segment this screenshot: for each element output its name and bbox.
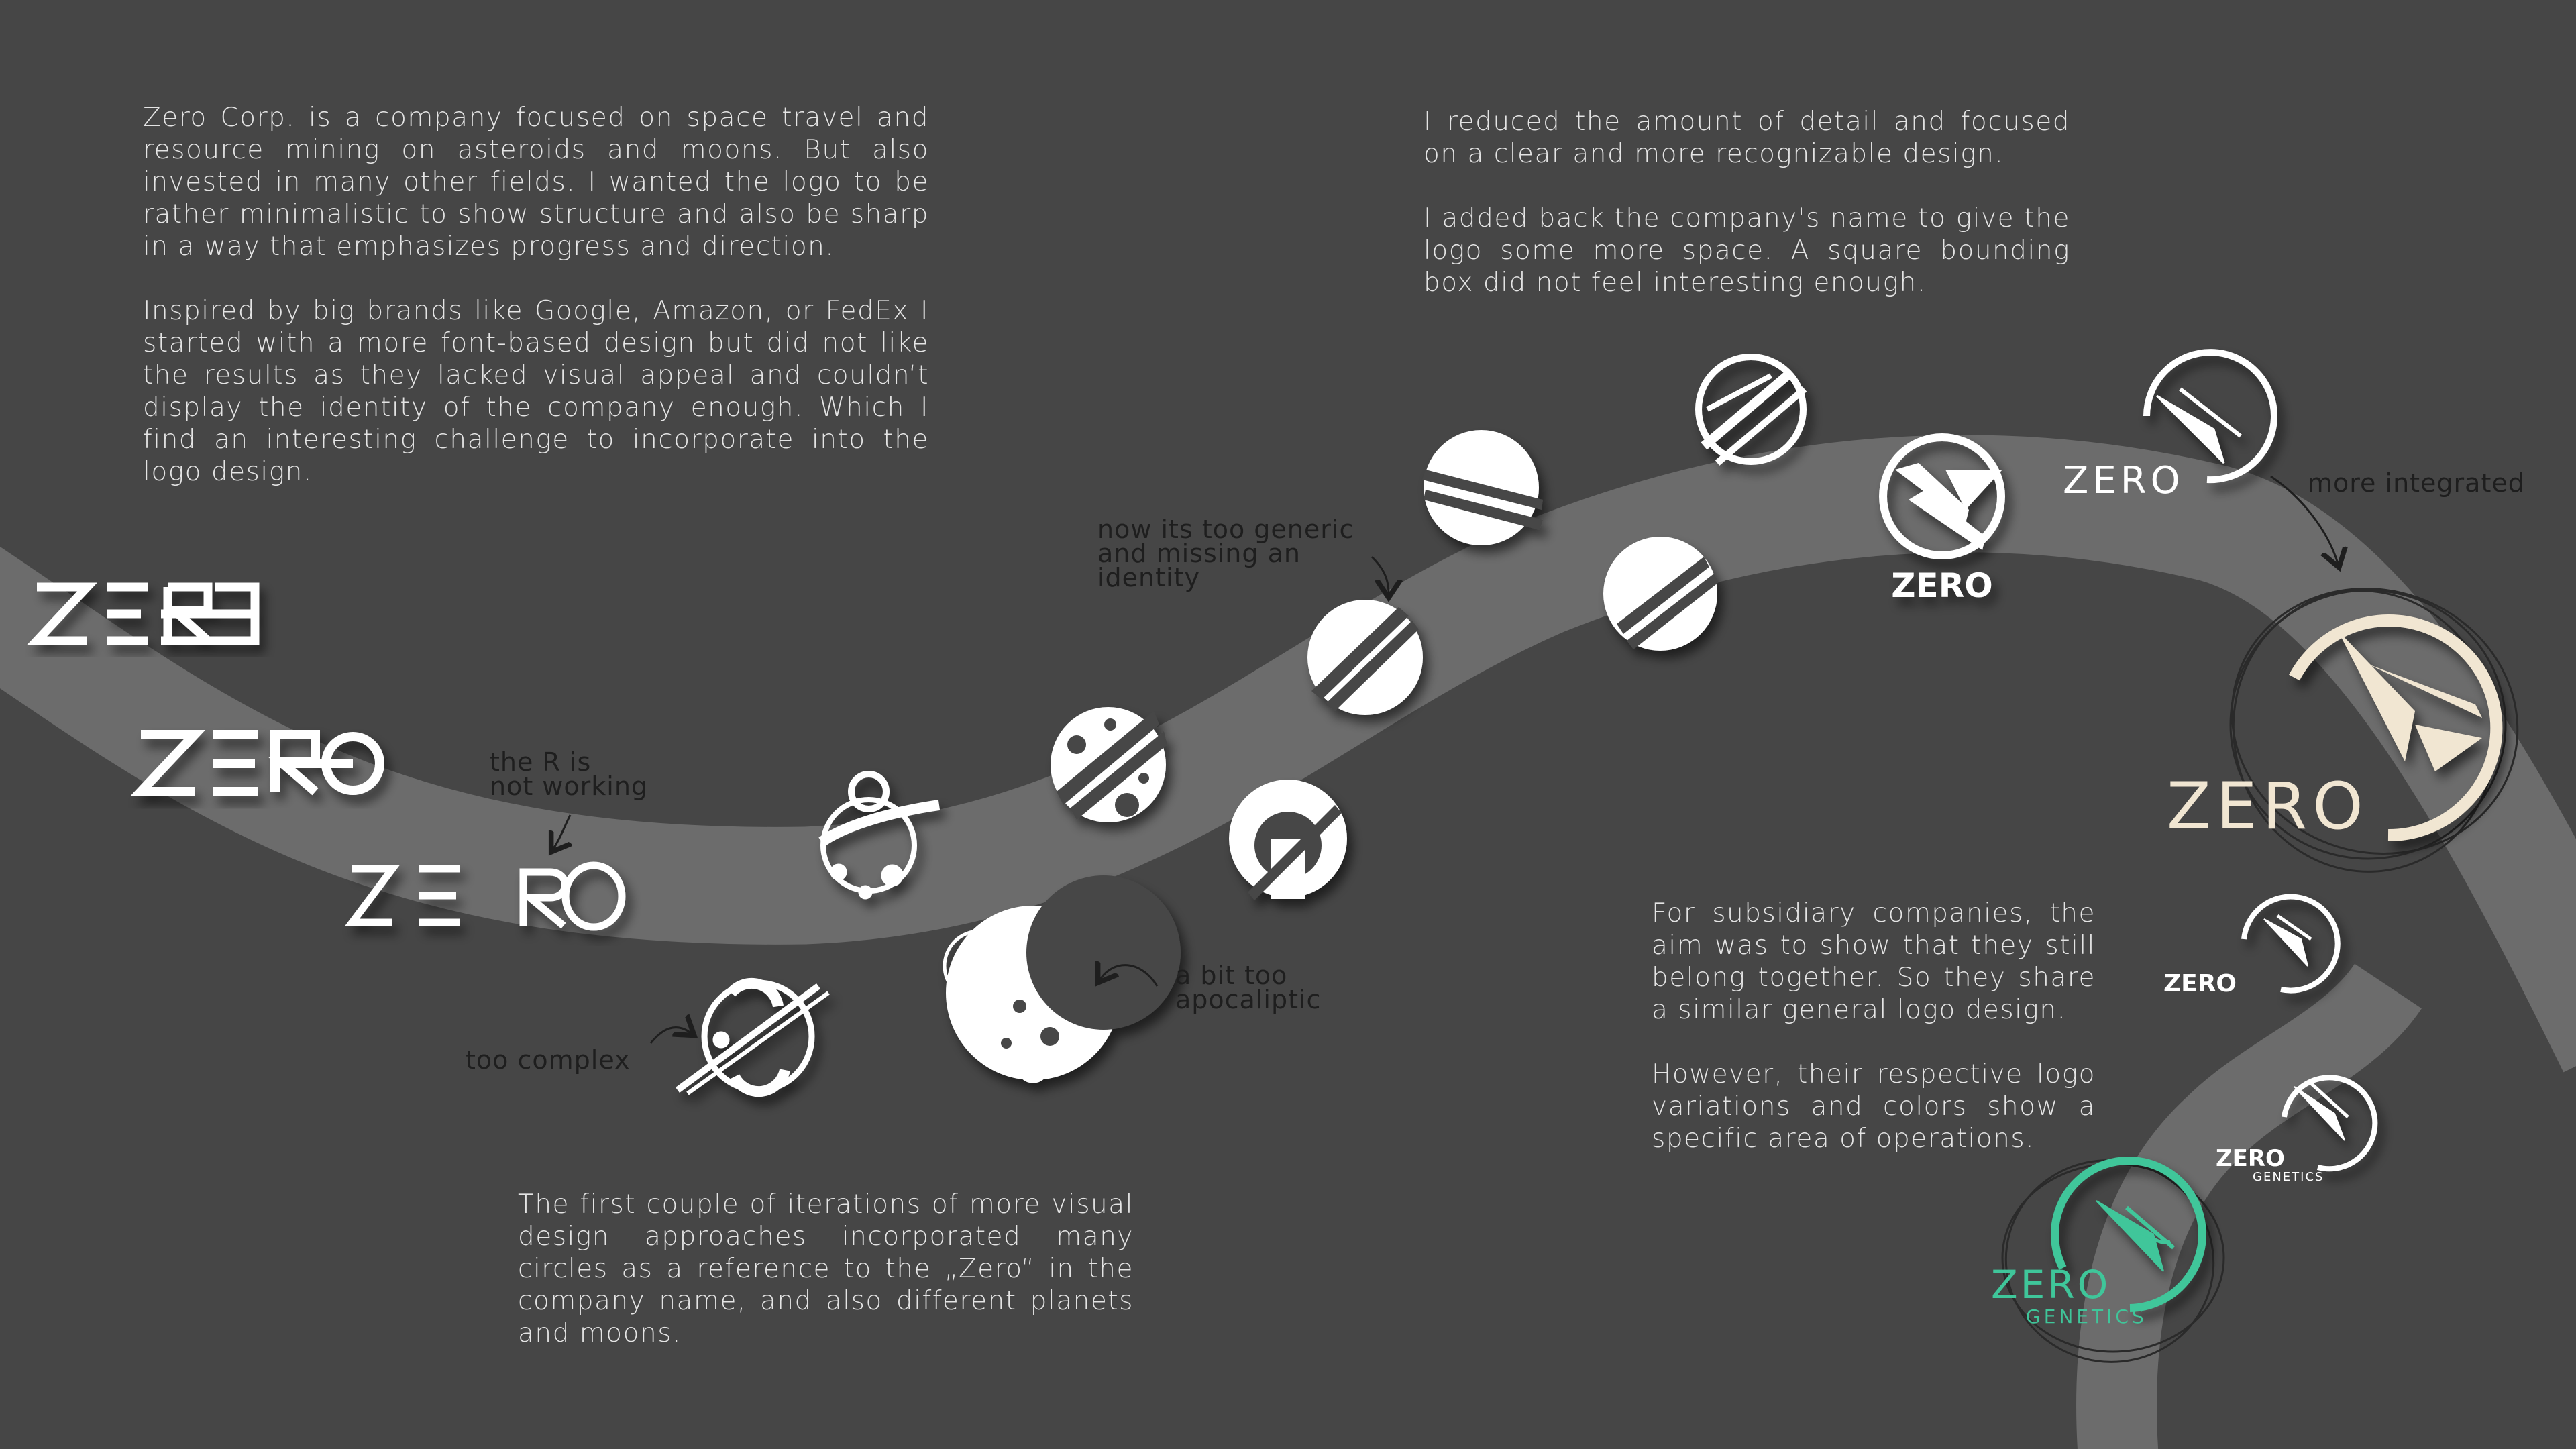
subsidiary-2-wordmark: ZERO: [2216, 1145, 2285, 1172]
logo-simplified-outline: [1699, 357, 1805, 463]
refine-paragraph-1: I reduced the amount of detail and focused on a clear and more recognizable design.: [1424, 107, 2070, 169]
logo-outline-wordmark: ZERO: [2063, 459, 2184, 502]
genetics-wordmark: ZERO: [1991, 1262, 2111, 1307]
logo-with-name-wordmark: ZERO: [1891, 566, 1993, 605]
subsidiary-2-genetics: GENETICS: [2253, 1170, 2324, 1184]
note-more-integrated: more integrated: [2308, 468, 2525, 498]
note-too-complex: too complex: [466, 1045, 631, 1075]
intro-text: [143, 102, 929, 521]
note-apocaliptic: a bit too apocaliptic: [1175, 961, 1322, 1014]
intro-paragraph-1: Zero Corp. is a company focused on space travel and resource mining on asteroids and moons. But also invested in many other fields. I wanted the logo to be rather minimalistic to show structure and also be sharp in a way that emphasizes progress and direction.: [143, 103, 929, 262]
logo-generic-slash-1: [1307, 600, 1423, 715]
subsidiaries-paragraph-2: However, their respective logo variations and colors show a specific area of operations.: [1652, 1059, 2096, 1154]
note-too-generic: now its too generic and missing an identity: [1097, 515, 1354, 592]
subsidiaries-paragraph-1: For subsidiary companies, the aim was to show that they still belong together. So they share a similar general logo design.: [1652, 898, 2096, 1025]
note-r-not-working: the R is not working: [490, 747, 649, 801]
logo-too-complex: [678, 983, 828, 1093]
iterations-paragraph: The first couple of iterations of more visual design approaches incorporated many circles as a reference to the „Zero“ in the company name, and also different planets and moons.: [518, 1189, 1134, 1348]
refine-text: [1424, 106, 2070, 331]
subsidiary-1-wordmark: ZERO: [2163, 970, 2237, 998]
subsidiaries-text: [1652, 898, 2096, 1187]
intro-paragraph-2: Inspired by big brands like Google, Amazon, or FedEx I started with a more font-based design but did not like the results as they lacked visual appeal and couldn‘t display the identity of the company enough. Which I find an interesting challenge to incorporate into the logo design.: [143, 296, 929, 487]
refine-paragraph-2: I added back the company's name to give the logo some more space. A square bounding box did not feel interesting enough.: [1424, 203, 2070, 298]
final-logo-wordmark: ZERO: [2167, 769, 2369, 844]
genetics-subtitle: GENETICS: [2026, 1305, 2147, 1328]
subsidiary-logo-1: [2244, 897, 2338, 991]
logo-broken-ring: [1229, 780, 1347, 900]
iterations-text: [518, 1189, 1134, 1382]
